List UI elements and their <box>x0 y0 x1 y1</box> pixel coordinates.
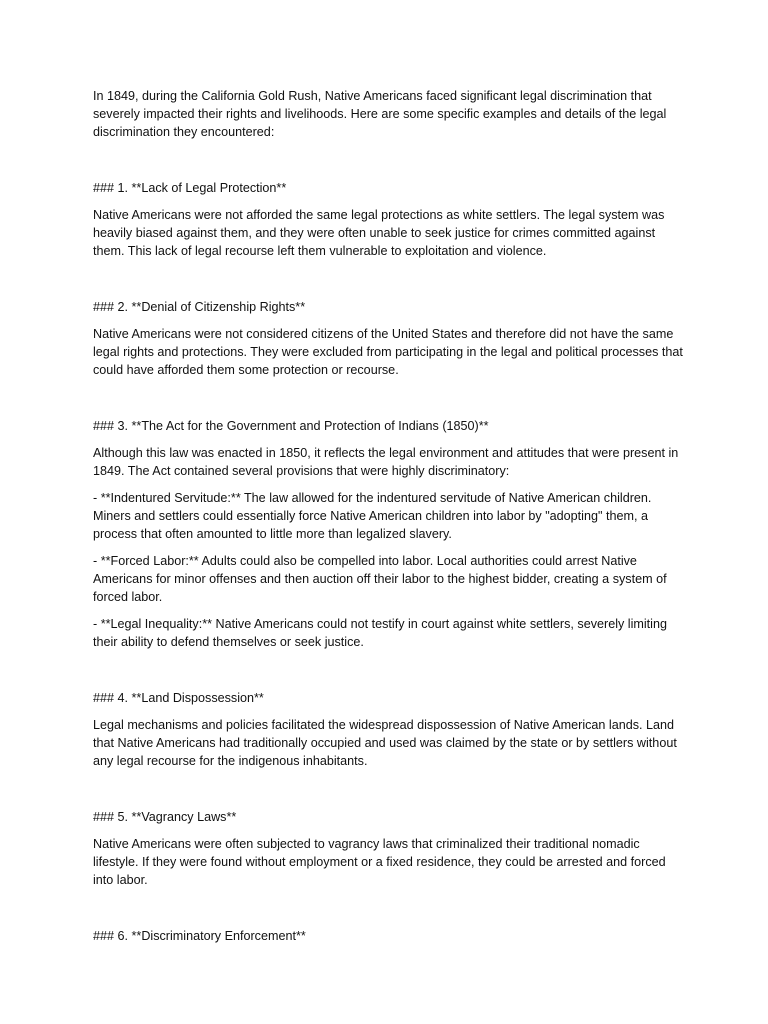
section-5-heading: ### 5. **Vagrancy Laws** <box>93 810 237 824</box>
section-3-heading: ### 3. **The Act for the Government and Protection of Indians (1850)** <box>93 419 489 433</box>
intro-paragraph: In 1849, during the California Gold Rush, Native Americans faced significant legal discrimination that severely impacted their rights and livelihoods. Here are some specific examples and details of the legal discrimination they encountered: <box>93 89 667 139</box>
document-page <box>93 87 683 954</box>
section-5-body: Native Americans were often subjected to vagrancy laws that criminalized their traditional nomadic lifestyle. If they were found without employment or a fixed residence, they could be arrested and forced into labor. <box>93 837 666 887</box>
section-6-heading: ### 6. **Discriminatory Enforcement** <box>93 929 306 943</box>
section-3-bullet-forced-labor: - **Forced Labor:** Adults could also be compelled into labor. Local authorities could arrest Native Americans for minor offenses and then auction off their labor to the highest bidder, creating a system of forced labor. <box>93 554 667 604</box>
section-2-body: Native Americans were not considered citizens of the United States and therefore did not have the same legal rights and protections. They were excluded from participating in the legal and political processes that could have afforded them some protection or recourse. <box>93 327 683 377</box>
section-3-bullet-indentured-servitude: - **Indentured Servitude:** The law allowed for the indentured servitude of Native American children. Miners and settlers could essentially force Native American children into labor by "adopting" them, a process that often amounted to little more than legalized slavery. <box>93 491 652 541</box>
section-3-bullet-legal-inequality: - **Legal Inequality:** Native Americans could not testify in court against white settlers, severely limiting their ability to defend themselves or seek justice. <box>93 617 667 649</box>
section-1-body: Native Americans were not afforded the same legal protections as white settlers. The legal system was heavily biased against them, and they were often unable to seek justice for crimes committed against them. This lack of legal recourse left them vulnerable to exploitation and violence. <box>93 208 665 258</box>
section-4-body: Legal mechanisms and policies facilitated the widespread dispossession of Native American lands. Land that Native Americans had traditionally occupied and used was claimed by the state or by settlers without any legal recourse for the indigenous inhabitants. <box>93 718 677 768</box>
section-3-body: Although this law was enacted in 1850, it reflects the legal environment and attitudes that were present in 1849. The Act contained several provisions that were highly discriminatory: <box>93 446 679 478</box>
section-4-heading: ### 4. **Land Dispossession** <box>93 691 264 705</box>
section-1-heading: ### 1. **Lack of Legal Protection** <box>93 181 287 195</box>
section-2-heading: ### 2. **Denial of Citizenship Rights** <box>93 300 306 314</box>
